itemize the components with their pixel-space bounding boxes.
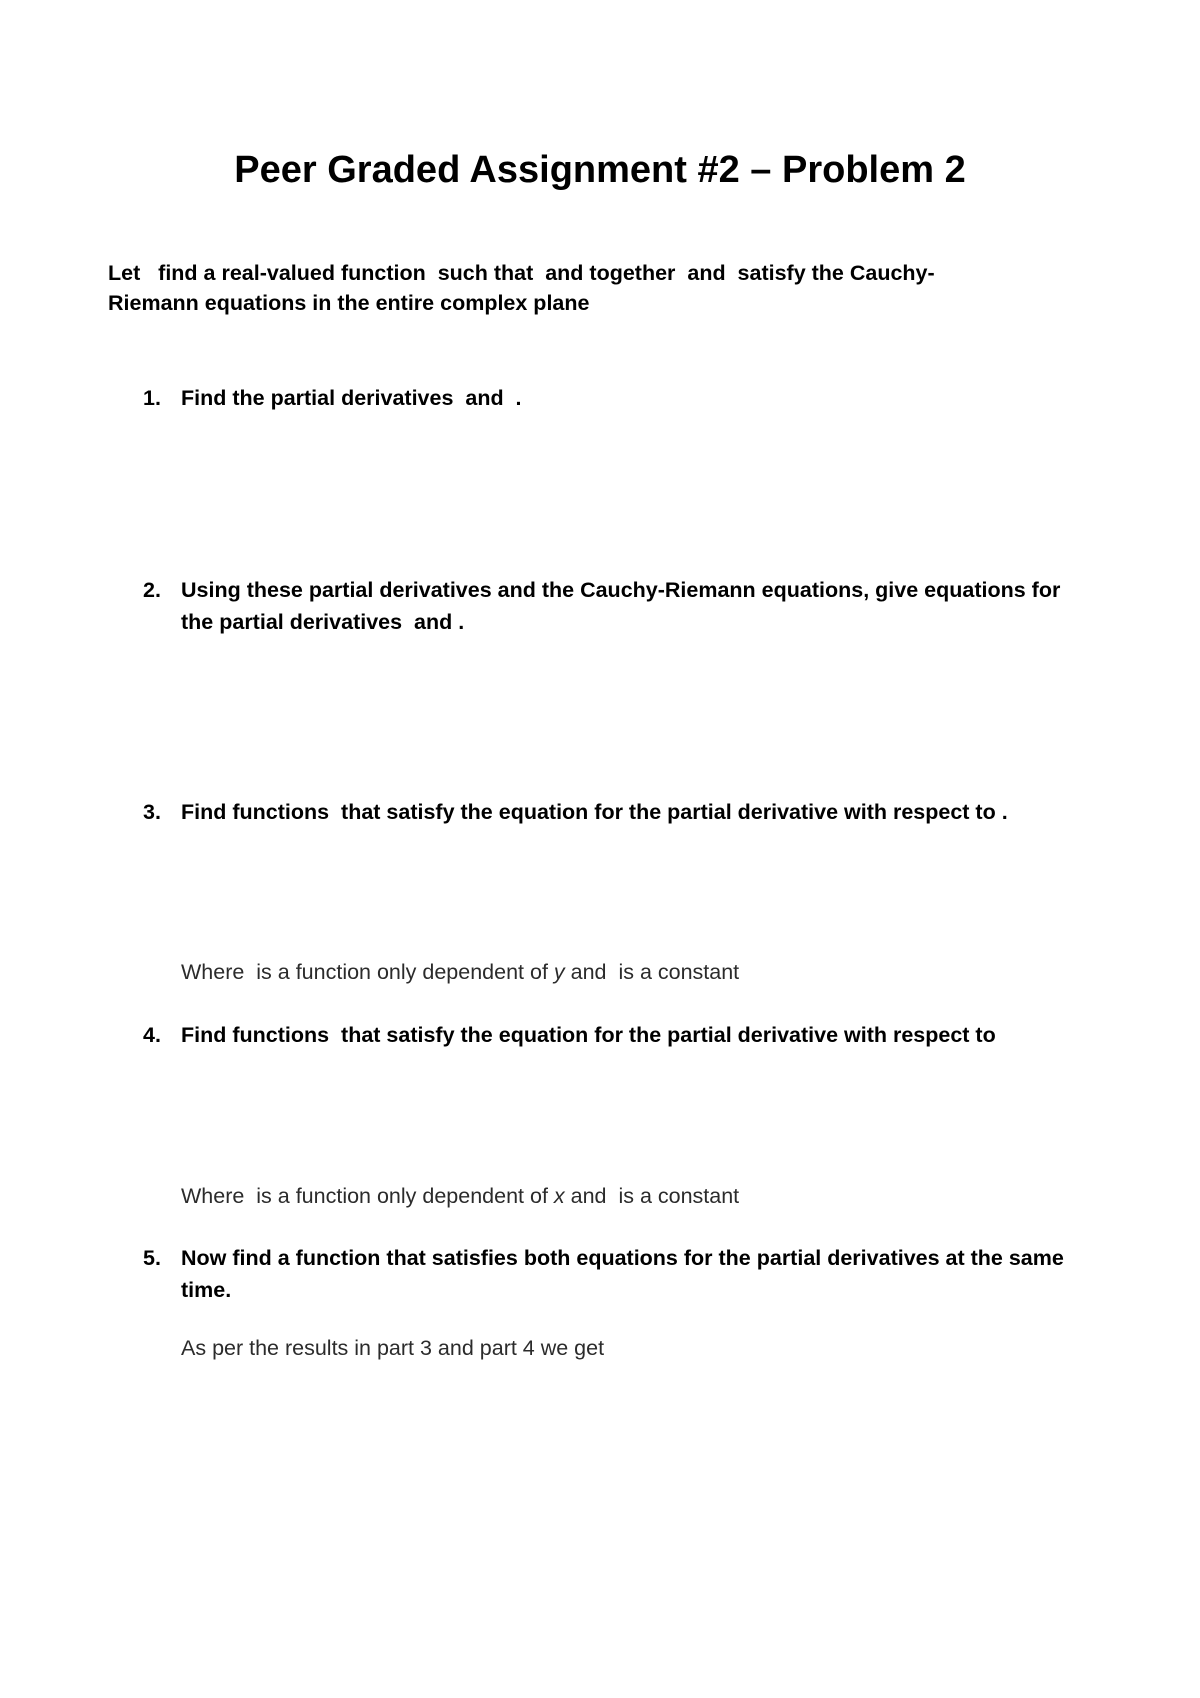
question-1 <box>143 382 1083 414</box>
question-number: 2. <box>143 578 161 602</box>
note-text-after: and is a constant <box>564 1184 740 1208</box>
question-number: 1. <box>143 386 161 410</box>
question-text: Find the partial derivatives and . <box>181 386 522 410</box>
question-2 <box>143 574 1083 638</box>
question-5 <box>143 1242 1083 1306</box>
question-number: 3. <box>143 800 161 824</box>
question-5-note: As per the results in part 3 and part 4 we get <box>181 1336 605 1360</box>
note-text-before: Where is a function only dependent of <box>181 1184 554 1208</box>
note-variable: y <box>553 960 565 984</box>
document-title: Peer Graded Assignment #2 – Problem 2 <box>234 149 966 191</box>
question-number: 5. <box>143 1246 161 1270</box>
note-text-after: and is a constant <box>564 960 740 984</box>
question-4-note <box>181 1181 1081 1211</box>
question-text: Using these partial derivatives and the Cauchy-Riemann equations, give equations for the partial derivatives and . <box>181 578 1067 634</box>
intro-line-1: Let find a real-valued function such that and together and satisfy the Cauchy- <box>108 261 935 285</box>
intro-line-2: Riemann equations in the entire complex plane <box>108 291 590 315</box>
intro-paragraph <box>108 258 1068 318</box>
question-3 <box>143 796 1083 828</box>
question-3-note <box>181 957 1081 987</box>
question-number: 4. <box>143 1023 161 1047</box>
note-text-before: Where is a function only dependent of <box>181 960 554 984</box>
question-text: Find functions that satisfy the equation for the partial derivative with respect to <box>181 1023 996 1047</box>
question-4 <box>143 1019 1083 1051</box>
note-variable: x <box>553 1184 565 1208</box>
question-text: Now find a function that satisfies both equations for the partial derivatives at the same time. <box>181 1246 1070 1302</box>
question-text: Find functions that satisfy the equation for the partial derivative with respect to . <box>181 800 1008 824</box>
